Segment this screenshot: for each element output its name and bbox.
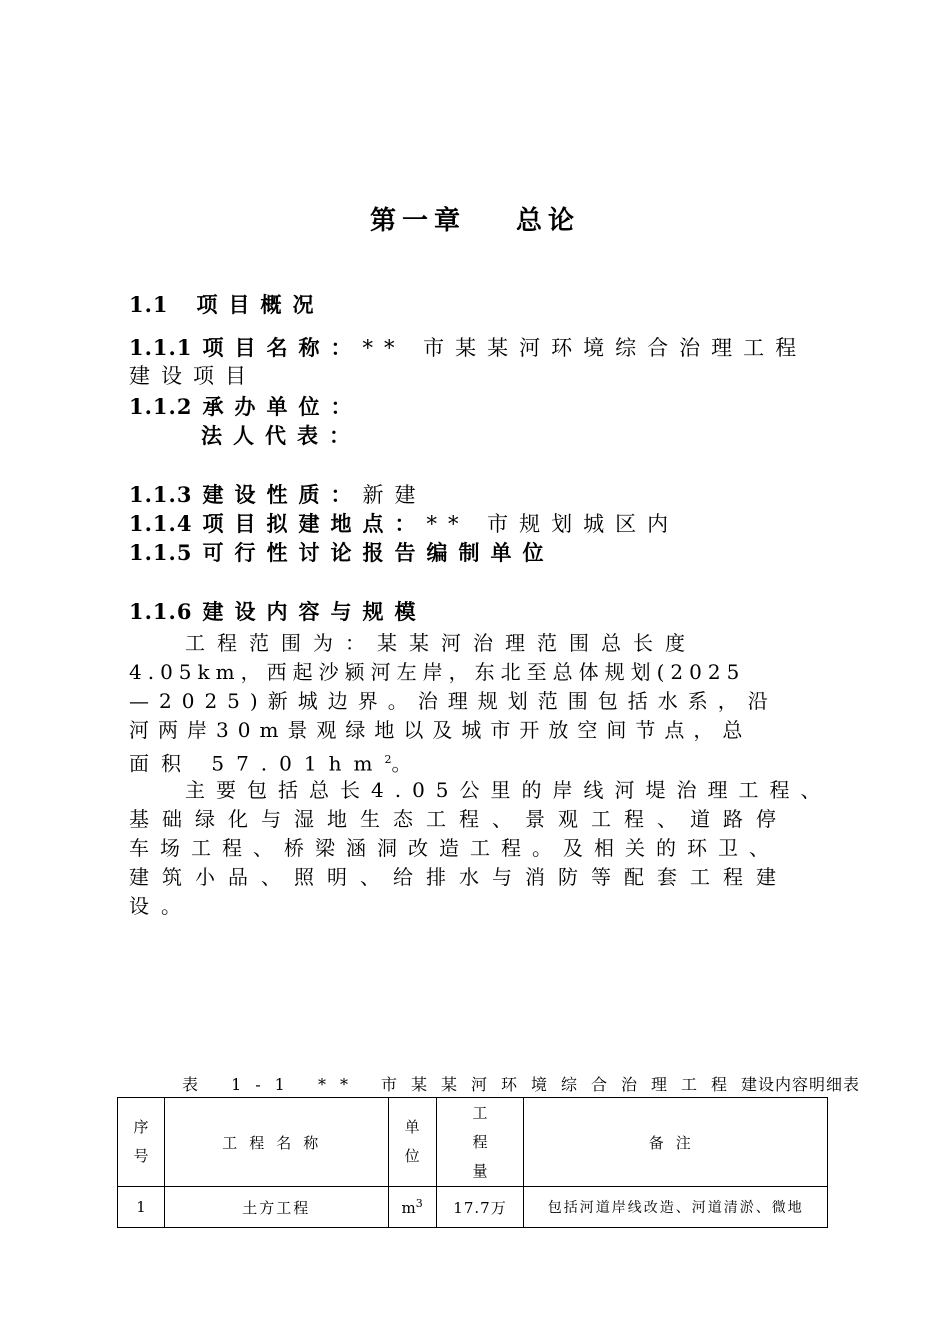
paragraph-line: 车场工程、桥梁涵洞改造工程。及相关的环卫、 xyxy=(129,836,780,860)
paragraph-line: 基础绿化与湿地生态工程、景观工程、道路停 xyxy=(129,807,789,831)
paragraph-line: 设。 xyxy=(129,894,193,918)
paragraph-line: 工程范围为：某某河治理范围总长度 xyxy=(185,631,697,655)
chapter-heading xyxy=(0,200,950,237)
header-seq: 序 号 xyxy=(118,1098,165,1187)
header-quantity: 工 程 量 xyxy=(436,1098,524,1187)
item-project-name: 1.1.1 项目名称：** 市某某河环境综合治理工程 xyxy=(129,335,808,360)
table-caption: 表 1-1 ** 市某某河环境综合治理工程建设内容明细表 xyxy=(182,1075,861,1094)
section-1-1: 1.1 项目概况 xyxy=(129,292,325,317)
item-nature: 1.1.3 建设性质：新建 xyxy=(129,482,427,507)
item-report-org: 1.1.5 可行性讨论报告编制单位 xyxy=(129,540,555,565)
paragraph-line: 河两岸30m景观绿地以及城市开放空间节点，总 xyxy=(129,718,752,742)
table-header-row xyxy=(118,1098,828,1187)
item-scope-heading: 1.1.6 建设内容与规模 xyxy=(129,599,427,624)
paragraph-line: 主要包括总长4.05公里的岸线河堤治理工程、 xyxy=(185,778,832,802)
chapter-title: 总论 xyxy=(516,206,581,236)
item-legal-rep: 法人代表： xyxy=(201,423,361,448)
cell-seq: 1 xyxy=(118,1187,165,1228)
item-undertaker: 1.1.2 承办单位： xyxy=(129,394,363,419)
chapter-number: 第一章 xyxy=(369,206,466,236)
header-project-name: 工程名称 xyxy=(164,1098,388,1187)
header-unit: 单 位 xyxy=(388,1098,436,1187)
cell-unit: $m^3$ xyxy=(388,1187,436,1228)
paragraph-line: —2025)新城边界。治理规划范围包括水系，沿 xyxy=(129,689,778,713)
cell-remark: 包括河道岸线改造、河道清淤、微地 xyxy=(524,1187,828,1228)
construction-details-table xyxy=(117,1097,828,1228)
table-row xyxy=(118,1187,828,1228)
cell-name: 土方工程 xyxy=(164,1187,388,1228)
item-project-name-cont: 建设项目 xyxy=(129,364,257,388)
item-location: 1.1.4 项目拟建地点：** 市规划城区内 xyxy=(129,511,680,536)
paragraph-line: 4.05km，西起沙颍河左岸，东北至总体规划(2025 xyxy=(129,660,746,684)
paragraph-line: 面积 $57.01hm^2$。 xyxy=(129,751,424,776)
cell-quantity: 17.7万 xyxy=(436,1187,524,1228)
paragraph-line: 建筑小品、照明、给排水与消防等配套工程建 xyxy=(129,865,789,889)
header-remark: 备注 xyxy=(524,1098,828,1187)
